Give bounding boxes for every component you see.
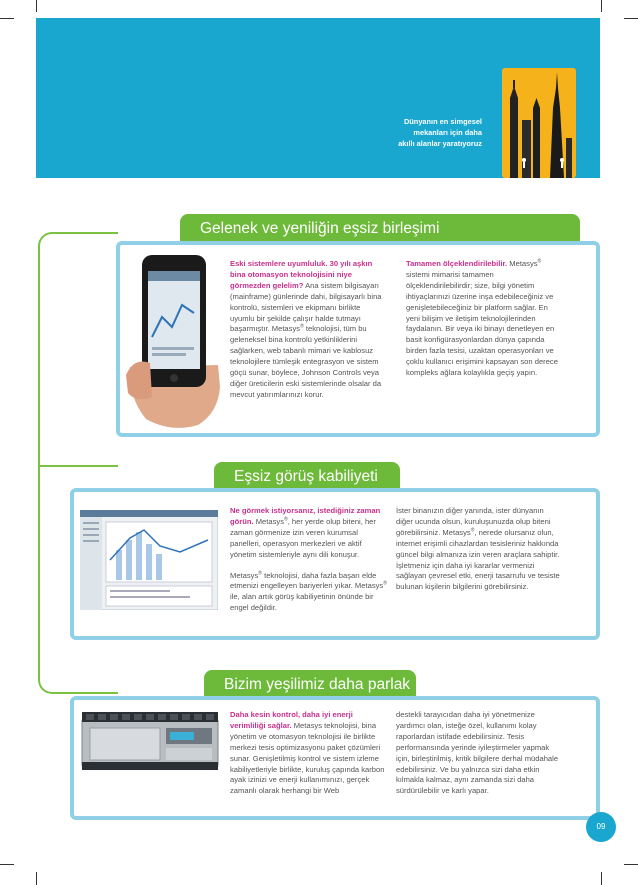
paragraph-lead: Ne görmek istiyorsanız, istediğiniz zaman görün. [230, 506, 381, 526]
trademark-mark: ® [258, 570, 262, 576]
tagline-line: mekanları için daha [413, 128, 482, 137]
text-column [396, 506, 560, 593]
timeline-connector [38, 465, 118, 467]
paragraph-text: İster binanızın diğer yanında, ister dünyanın diğer ucunda olsun, kuruluşunuzda olup biteni görebilirsiniz. Metasys [396, 506, 551, 537]
hero-tagline [362, 116, 482, 149]
software-screenshot-image [80, 510, 218, 610]
text-column [406, 259, 562, 379]
crop-mark [624, 864, 638, 865]
section-title: Gelenek ve yeniliğin eşsiz birleşimi [200, 220, 440, 237]
text-column [230, 259, 382, 401]
crop-mark [624, 18, 638, 19]
crop-mark [601, 872, 602, 885]
controller-device-image [80, 710, 220, 772]
crop-mark [36, 872, 37, 885]
paragraph-text: Metasys [230, 570, 259, 580]
hero-banner [36, 18, 600, 178]
paragraph-text: Ana sistem bilgisayarı (mainframe) günlerinde dahi, bilgisayarlı bina kontrolü, sistemleri ve ekipmanı birlikte uyumlu bir şekilde çalışır halde tutmayı başarmıştır. Metasys [230, 280, 382, 334]
text-column [396, 710, 560, 797]
tagline-line: akıllı alanlar yaratıyoruz [398, 139, 482, 148]
paragraph-lead: Tamamen ölçeklendirilebilir. [406, 259, 508, 268]
crop-mark [0, 18, 14, 19]
trademark-mark: ® [300, 323, 304, 330]
paragraph-text: , her yerde olup biteni, her zaman görmenize izin veren kurumsal panelleri, operasyon merkezleri ve aktif yönetim sistemleriyle aynı dili konuşur. [230, 516, 376, 559]
trademark-mark: ® [537, 258, 542, 265]
section-panel [70, 488, 600, 640]
text-column [230, 710, 390, 797]
skyline-icon [502, 68, 576, 178]
paragraph-text: , nerede olursanız olun, internet erişimli cihazlardan tesisleriniz hakkında güncel bilgi almanıza izin veren araçlara sahiptir. İşletmeniz için daha iyi kararlar vermenizi sağlayan çevresel etki, enerji tasarrufu ve tesiste bulunan kişilerin bilgilerini görebilirsiniz. [396, 527, 560, 592]
trademark-mark: ® [383, 580, 387, 587]
paragraph-text: destekli tarayıcıdan daha iyi yönetmenize yardımcı olan, isteğe özel, kullanımı kolay raporlardan istifade edebilirsiniz. Tesis performansında yerinde iyileştirmeler yapmak için, birleştirilmiş, kritik bilgilere derhal müdahale edebilirsiniz. Ve bu yalnızca sizi daha etkin kılmakla kalmaz, aynı zamanda sizi daha sürdürülebilir ve karlı yapar. [396, 710, 559, 796]
section-title: Eşsiz görüş kabiliyeti [234, 468, 378, 485]
section-panel [70, 696, 600, 820]
paragraph-text: teknolojisi, daha fazla başarı elde etmenizi engelleyen bariyerleri yıkar. Metasys [230, 570, 384, 591]
section-title: Bizim yeşilimiz daha parlak [224, 676, 411, 693]
crop-mark [36, 0, 37, 12]
page-number: 09 [596, 822, 606, 831]
paragraph [230, 571, 390, 615]
paragraph-text: Metasys teknolojisi, bina yönetim ve otomasyon teknolojisi ile birlikte merkezi tesis optimizasyonu paket çözümleri sunar. Genişletilmiş kontrol ve sistem izleme kabiliyetleriyle birlikte, kuruluş çapında karbon ayak izinizi ve enerji kullanımınızı, gerçek zamanlı olarak herhangi bir Web [230, 720, 385, 796]
paragraph [230, 506, 390, 561]
paragraph-text: Metasys [507, 259, 538, 268]
paragraph-lead: Eski sistemlere uyumluluk. 30 yılı aşkın bina otomasyon teknolojisini niye görmezden gelelim? [230, 259, 373, 290]
text-column [230, 506, 390, 614]
crop-mark [601, 0, 602, 12]
paragraph-text: ile, alan artık görüş kabiliyetinin önünde bir engel değildir. [230, 592, 374, 613]
paragraph-text: sistemi mimarisi tamamen ölçeklendirilebilirdir; size, bilgi yönetim ihtiyaçlarınızi üzerine inşa edebileceğiniz ve genişletebileceğiniz bir platform sağlar. En yeni bilişim ve iletişim teknolojilerinden faydalanın. Bir veya iki binayı denetleyen en basit konfigürasyonlardan dünya çapında birden fazla tesisi, uzaktan operasyonları ve çoklu kullanıcı erişimini kapsayan son derece kompleks ağlara kolaylıkla geçiş yapın. [406, 269, 558, 378]
page-number-badge [586, 812, 616, 842]
section-panel [116, 241, 600, 437]
trademark-mark: ® [470, 527, 475, 534]
paragraph-text: Metasys [253, 516, 285, 526]
section-title-bar [180, 214, 580, 244]
smartphone-in-hand-image [126, 247, 224, 431]
trademark-mark: ® [284, 516, 288, 523]
paragraph-text: teknolojisi, tüm bu geleneksel bina kontrolü yetkinliklerini sağlarken, web tabanlı mimari ve kablosuz teknolojilere tümleşik entegrasyon ve sistem göçü sunar, böylece, Johnson Controls veya diğer üreticilerin eski sistemlerinde olsalar da mevcut yatırımlarınızı korur. [230, 324, 382, 399]
paragraph-lead: Daha kesin kontrol, daha iyi enerji verimliliği sağlar. [230, 710, 353, 730]
tagline-line: Dünyanın en simgesel [403, 117, 482, 126]
crop-mark [0, 864, 14, 865]
